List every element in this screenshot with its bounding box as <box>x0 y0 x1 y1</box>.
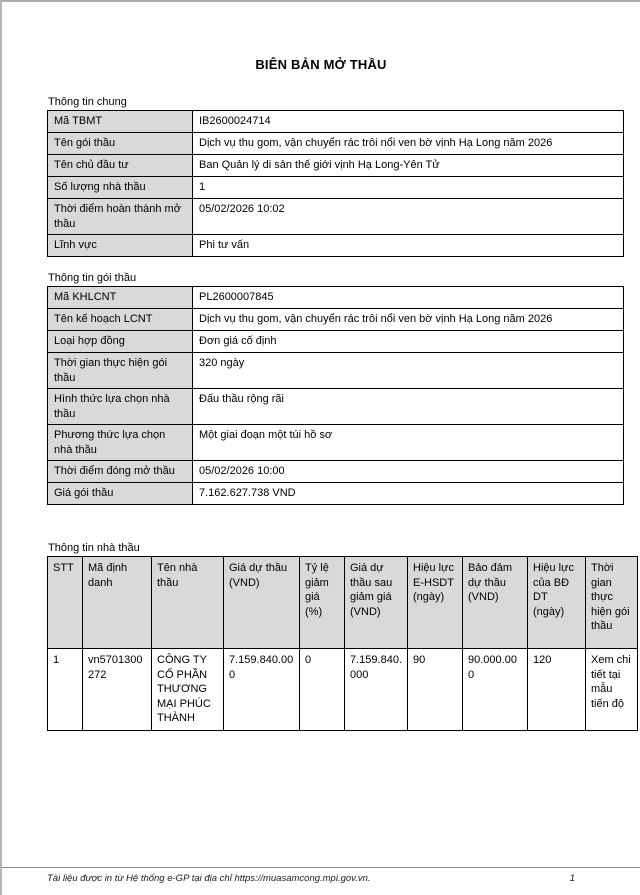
contractor-cell: 7.159.840.000 <box>224 649 300 731</box>
table-row <box>48 425 624 461</box>
column-header: Thời gian thực hiện gói thầu <box>586 557 638 649</box>
field-value: Một giai đoạn một túi hồ sơ <box>193 425 624 461</box>
table-row <box>48 331 624 353</box>
footer-print-note: Tài liệu được in từ Hệ thống e-GP tại địa chỉ https://muasamcong.mpi.gov.vn. <box>47 873 371 884</box>
table-row <box>48 133 624 155</box>
column-header: Mã định danh <box>83 557 152 649</box>
column-header: Tỷ lệ giảm giá (%) <box>300 557 345 649</box>
field-value: Đấu thầu rộng rãi <box>193 389 624 425</box>
table-row <box>48 235 624 257</box>
field-label: Giá gói thầu <box>48 483 193 505</box>
table-row <box>48 483 624 505</box>
column-header: Hiệu lực của BĐ DT (ngày) <box>528 557 586 649</box>
column-header: Bảo đảm dự thầu (VND) <box>463 557 528 649</box>
table-row <box>48 389 624 425</box>
field-value: Dịch vụ thu gom, vận chuyển rác trôi nổi ven bờ vịnh Hạ Long năm 2026 <box>193 133 624 155</box>
field-label: Tên kế hoạch LCNT <box>48 309 193 331</box>
field-label: Tên chủ đầu tư <box>48 155 193 177</box>
contractor-header-row <box>48 557 638 649</box>
package-info-table <box>47 286 624 505</box>
field-label: Thời điểm hoàn thành mở thầu <box>48 199 193 235</box>
section-package-heading: Thông tin gói thầu <box>48 272 137 285</box>
document-content <box>47 96 631 731</box>
column-header: Tên nhà thầu <box>152 557 224 649</box>
contractor-cell: 120 <box>528 649 586 731</box>
field-label: Tên gói thầu <box>48 133 193 155</box>
field-value: 05/02/2026 10:00 <box>193 461 624 483</box>
section-contractor-heading: Thông tin nhà thầu <box>48 542 140 555</box>
field-value: PL2600007845 <box>193 287 624 309</box>
contractor-cell: 0 <box>300 649 345 731</box>
document-title: BIÊN BẢN MỞ THẦU <box>255 57 387 72</box>
column-header: STT <box>48 557 83 649</box>
table-row <box>48 199 624 235</box>
field-value: Đơn giá cố định <box>193 331 624 353</box>
contractor-table <box>47 556 638 731</box>
contractor-row <box>48 649 638 731</box>
general-info-table <box>47 110 624 257</box>
field-value: IB2600024714 <box>193 111 624 133</box>
table-row <box>48 287 624 309</box>
field-label: Mã TBMT <box>48 111 193 133</box>
field-label: Thời điểm đóng mở thầu <box>48 461 193 483</box>
table-row <box>48 309 624 331</box>
field-value: Ban Quản lý di sản thế giới vịnh Hạ Long-Yên Tử <box>193 155 624 177</box>
field-label: Mã KHLCNT <box>48 287 193 309</box>
column-header: Giá dự thầu (VND) <box>224 557 300 649</box>
field-value: Dịch vụ thu gom, vận chuyển rác trôi nổi ven bờ vịnh Hạ Long năm 2026 <box>193 309 624 331</box>
field-label: Số lượng nhà thầu <box>48 177 193 199</box>
contractor-cell: vn5701300272 <box>83 649 152 731</box>
section-contractor-info <box>47 542 631 731</box>
field-label: Thời gian thực hiện gói thầu <box>48 353 193 389</box>
contractor-cell: Xem chi tiết tại mẫu tiến độ <box>586 649 638 731</box>
table-row <box>48 353 624 389</box>
table-row <box>48 111 624 133</box>
field-value: Phi tư vấn <box>193 235 624 257</box>
footer-page-number: 1 <box>569 873 575 884</box>
contractor-cell: 90.000.000 <box>463 649 528 731</box>
column-header: Hiệu lực E-HSDT (ngày) <box>408 557 463 649</box>
field-label: Hình thức lựa chọn nhà thầu <box>48 389 193 425</box>
table-row <box>48 155 624 177</box>
table-row <box>48 177 624 199</box>
section-general-info <box>47 96 623 257</box>
contractor-cell: 90 <box>408 649 463 731</box>
contractor-cell: 7.159.840.000 <box>345 649 408 731</box>
column-header: Giá dự thầu sau giảm giá (VND) <box>345 557 408 649</box>
section-package-info <box>47 272 623 505</box>
field-value: 7.162.627.738 VND <box>193 483 624 505</box>
field-value: 320 ngày <box>193 353 624 389</box>
field-value: 1 <box>193 177 624 199</box>
contractor-cell: 1 <box>48 649 83 731</box>
field-value: 05/02/2026 10:02 <box>193 199 624 235</box>
field-label: Phương thức lựa chọn nhà thầu <box>48 425 193 461</box>
table-row <box>48 461 624 483</box>
section-general-heading: Thông tin chung <box>48 96 127 108</box>
page-footer <box>2 867 640 895</box>
field-label: Lĩnh vực <box>48 235 193 257</box>
contractor-cell: CÔNG TY CỔ PHẦN THƯƠNG MẠI PHÚC THÀNH <box>152 649 224 731</box>
field-label: Loại hợp đồng <box>48 331 193 353</box>
